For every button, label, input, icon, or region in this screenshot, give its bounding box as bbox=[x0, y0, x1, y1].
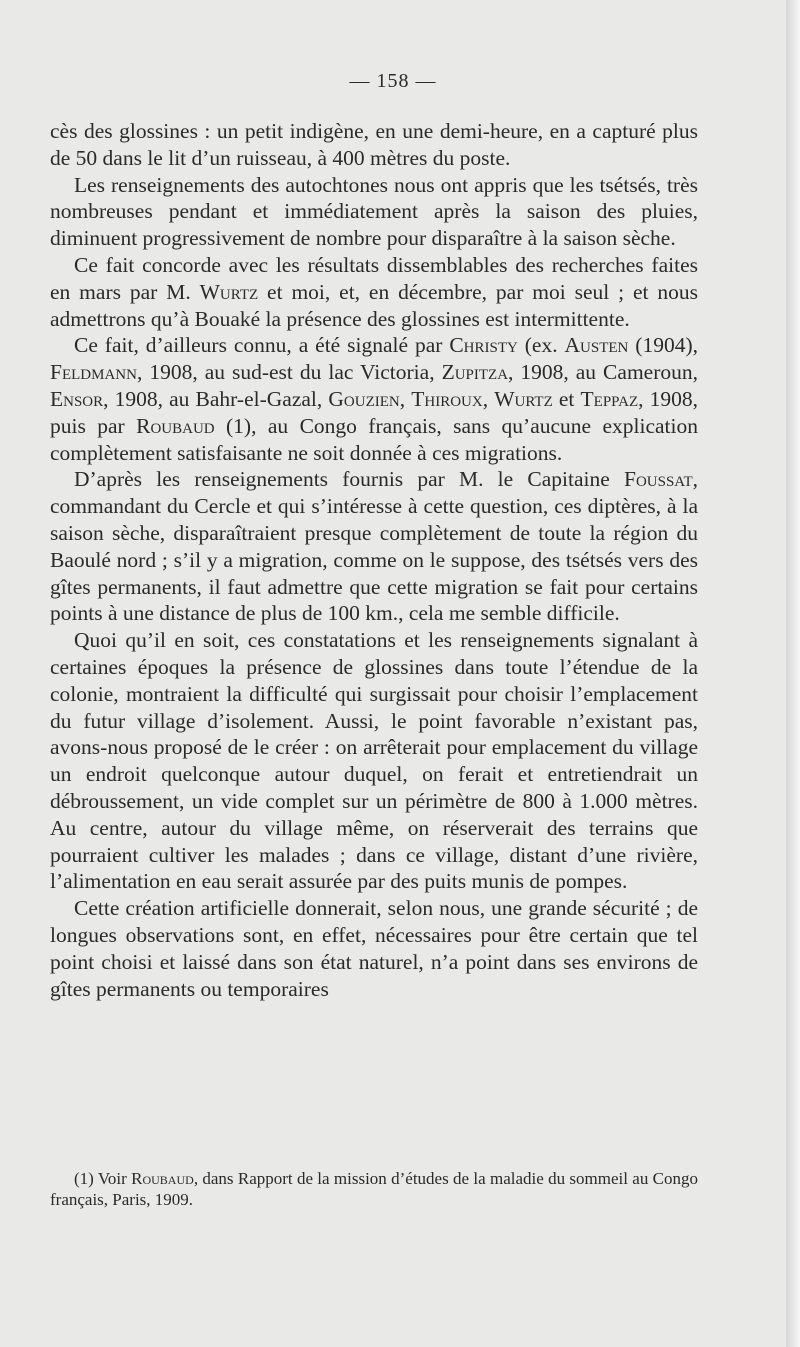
text-run: Quoi qu’il en soit, ces constatations et les renseignements signalant à certaines époques la présence de glossines dans toute l’étendue de la colonie, montraient la difficulté qui surgissait pour choisir l’emplacement du futur village d’isolement. Aussi, le point favorable n’existant pas, avons-nous proposé de le créer : on arrêterait pour emplacement du village un endroit quelconque autour duquel, on ferait et entretiendrait un débroussement, un vide complet sur un périmètre de 800 à 1.000 mètres. Au centre, autour du village même, on réserverait des terrains que pourraient cultiver les malades ; dans ce village, distant d’une rivière, l’alimentation en eau serait assurée par des puits munis de pompes. bbox=[50, 628, 698, 894]
paragraph-4 bbox=[50, 332, 698, 466]
text-run: , commandant du Cercle et qui s’intéresse à cette question, ces diptères, à la saison sèche, disparaîtraient presque complètement de toute la région du Baoulé nord ; s’il y a migration, comme on le suppose, des tsétsés vers des gîtes permanents, il faut admettre que cette migration se fait pour certains points à une distance de plus de 100 km., cela me semble difficile. bbox=[50, 467, 698, 626]
footnote-text: , dans Rapport de la mission d’études de la maladie du sommeil au Congo français, Paris, 1909. bbox=[50, 1169, 698, 1209]
author-name: Wurtz bbox=[494, 386, 553, 411]
author-name: Wurtz bbox=[199, 279, 259, 304]
text-run: et moi, et, en décembre, par moi seul ; et nous admettrons qu’à Bouaké la présence des glossines est intermittente. bbox=[50, 279, 699, 331]
author-name: Austen bbox=[564, 333, 629, 358]
text-run: , bbox=[482, 386, 495, 411]
text-run: , 1908, puis par bbox=[50, 386, 699, 438]
body-text bbox=[50, 118, 698, 1002]
footnote-author: Roubaud bbox=[131, 1169, 194, 1188]
footnote-ref: (1) Voir bbox=[74, 1169, 132, 1188]
paragraph-1 bbox=[50, 118, 698, 172]
text-run: , bbox=[399, 386, 412, 411]
page-number: — 158 — bbox=[349, 70, 437, 92]
author-name: Roubaud bbox=[136, 413, 215, 438]
text-run: Ce fait concorde avec les résultats dissemblables des recherches faites en mars par M. bbox=[50, 252, 698, 304]
text-run: Ce fait, d’ailleurs connu, a été signalé par bbox=[74, 333, 450, 358]
text-run: (1), au Congo français, sans qu’aucune explication complètement satisfaisante ne soit donnée à ces migrations. bbox=[50, 413, 699, 465]
text-run: Cette création artificielle donnerait, selon nous, une grande sécurité ; de longues observations sont, en effet, nécessaires pour être certain que tel point choisi et laissé dans son état naturel, n’a point dans ses environs de gîtes permanents ou temporaires bbox=[50, 896, 698, 1001]
paragraph-6 bbox=[50, 627, 698, 895]
text-run: Les renseignements des autochtones nous ont appris que les tsétsés, très nombreuses pendant et immédiatement après la saison des pluies, diminuent progressivement de nombre pour disparaître à la saison sèche. bbox=[50, 172, 698, 251]
text-run: , 1908, au Cameroun, bbox=[508, 360, 698, 385]
author-name: Zupitza bbox=[441, 360, 509, 385]
paragraph-7 bbox=[50, 895, 698, 1002]
footnote bbox=[50, 1168, 698, 1210]
text-run: cès des glossines : un petit indigène, en une demi-heure, en a capturé plus de 50 dans le lit d’un ruisseau, à 400 mètres du poste. bbox=[50, 119, 698, 170]
text-run: et bbox=[552, 386, 581, 411]
text-run: , 1908, au sud-est du lac Victoria, bbox=[136, 360, 442, 385]
author-name: Foussat bbox=[623, 467, 693, 492]
page-edge bbox=[786, 0, 800, 1347]
text-run: (ex. bbox=[517, 333, 565, 358]
author-name: Feldmann bbox=[50, 360, 137, 385]
text-run: D’après les renseignements fournis par M. le Capitaine bbox=[74, 467, 624, 492]
author-name: Christy bbox=[449, 333, 518, 358]
text-run: , 1908, au Bahr-el-Gazal, bbox=[103, 386, 329, 411]
author-name: Ensor bbox=[50, 386, 104, 411]
author-name: Teppaz bbox=[580, 386, 639, 411]
text-run: (1904), bbox=[628, 333, 698, 358]
author-name: Gouzien bbox=[328, 386, 400, 411]
paragraph-3 bbox=[50, 252, 698, 332]
paragraph-2 bbox=[50, 172, 698, 252]
author-name: Thiroux bbox=[411, 386, 483, 411]
paragraph-5 bbox=[50, 466, 698, 627]
